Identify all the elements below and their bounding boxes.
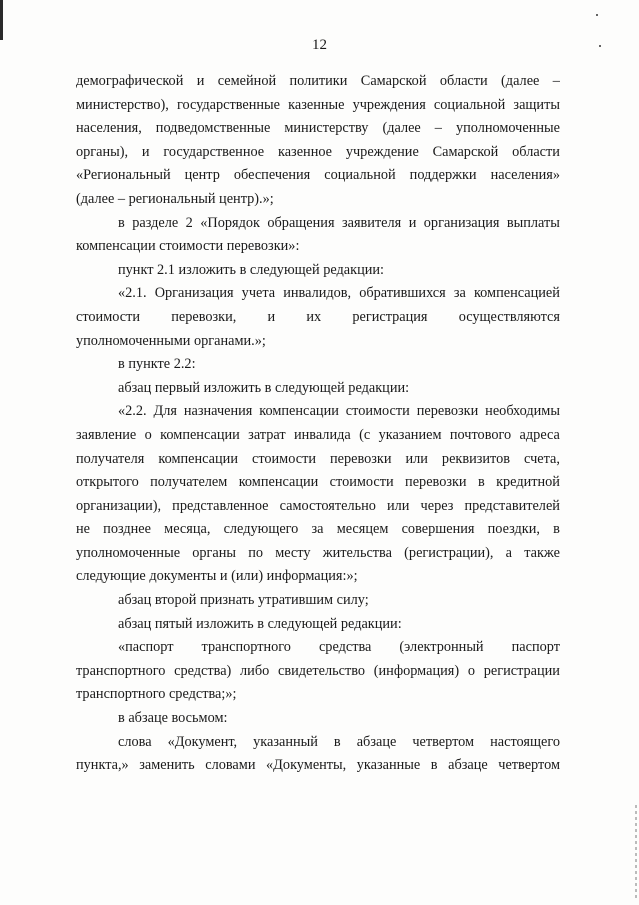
text-line xyxy=(76,164,560,188)
word: адреса xyxy=(519,426,560,443)
word: подведомственные xyxy=(155,120,271,137)
word: учреждение xyxy=(345,143,419,160)
word: позднее xyxy=(103,521,151,538)
word: заявителя xyxy=(341,214,402,231)
word: стоимости xyxy=(251,450,316,467)
text-line: транспортного средства;»; xyxy=(76,686,237,703)
word: компенсации xyxy=(259,403,339,420)
word: обратившихся xyxy=(359,285,446,302)
word: в xyxy=(333,733,341,750)
word: почтового xyxy=(449,426,512,443)
word: их xyxy=(306,308,322,325)
scan-edge-mark xyxy=(0,0,3,40)
word: «2.1. xyxy=(118,285,147,302)
word: месту xyxy=(275,544,311,561)
word: Самарской xyxy=(432,143,499,160)
word: учреждения xyxy=(352,96,426,113)
word: области xyxy=(439,73,488,89)
text-line: (далее – региональный центр).»; xyxy=(76,190,274,207)
word: не xyxy=(76,521,90,538)
word: «Региональный xyxy=(76,167,171,184)
word: в xyxy=(477,474,485,491)
text-line xyxy=(76,94,560,118)
document-body xyxy=(76,70,560,778)
word: социальной xyxy=(433,96,506,113)
word: уполномоченные xyxy=(76,544,181,561)
text-line: в абзаце восьмом: xyxy=(118,710,228,727)
word: затрат xyxy=(248,426,286,443)
word: стоимости xyxy=(345,403,410,420)
scan-edge-mark xyxy=(635,805,637,900)
word: «Документы, xyxy=(266,757,347,774)
word: слова xyxy=(118,733,152,750)
word: «Документ, xyxy=(167,733,238,750)
word: министерство), xyxy=(76,96,169,113)
word: (далее xyxy=(501,73,540,89)
word: совершения xyxy=(401,521,475,538)
word: регистрации xyxy=(483,662,560,679)
word: поддержки xyxy=(409,167,477,184)
word: счета, xyxy=(524,450,560,467)
word: и xyxy=(141,143,150,160)
text-line: уполномоченными органами.»; xyxy=(76,332,266,349)
word: инвалидов, xyxy=(283,285,352,302)
word: министерству xyxy=(284,120,369,137)
word: обращения xyxy=(267,214,335,231)
word: органы xyxy=(192,544,236,561)
word: за xyxy=(311,521,324,538)
word: или xyxy=(405,450,428,467)
word: перевозки, xyxy=(171,308,237,325)
word: компенсации xyxy=(238,474,319,491)
word: заявление xyxy=(76,426,137,443)
word: и xyxy=(267,308,276,325)
word: в xyxy=(553,521,560,538)
word: абзаце xyxy=(448,757,488,774)
text-line xyxy=(76,731,560,755)
text-line xyxy=(76,754,560,778)
word: в xyxy=(430,757,438,774)
word: паспорт xyxy=(511,639,560,656)
word: населения, xyxy=(76,120,142,137)
word: политики xyxy=(289,73,348,89)
word: органы), xyxy=(76,143,129,160)
text-line: пункт 2.1 изложить в следующей редакции: xyxy=(118,261,385,278)
text-line: абзац пятый изложить в следующей редакции: xyxy=(118,615,402,632)
word: а xyxy=(505,544,513,561)
word: о xyxy=(467,662,475,679)
text-line xyxy=(76,518,560,542)
word: выплаты xyxy=(506,214,560,231)
word: – xyxy=(552,73,560,89)
word: заменить xyxy=(139,757,195,774)
word: (далее xyxy=(382,120,421,137)
word: компенсации xyxy=(160,426,240,443)
text-line xyxy=(76,141,560,165)
word: свидетельство xyxy=(278,662,366,679)
word: осуществляются xyxy=(458,308,560,325)
word: государственное xyxy=(163,143,265,160)
text-line xyxy=(76,212,560,236)
word: следующего xyxy=(223,521,299,538)
word: о xyxy=(144,426,152,443)
word: защиты xyxy=(513,96,560,113)
word: компенсации xyxy=(158,450,238,467)
text-line xyxy=(76,636,560,660)
word: по xyxy=(248,544,263,561)
word: – xyxy=(434,120,442,137)
word: представленное xyxy=(172,497,269,514)
word: организации), xyxy=(76,497,162,514)
word: стоимости xyxy=(76,308,141,325)
word: семейной xyxy=(217,73,277,89)
word: жительства xyxy=(322,544,392,561)
word: Самарской xyxy=(360,73,427,89)
text-line xyxy=(76,282,560,306)
word: представителей xyxy=(464,497,560,514)
text-line xyxy=(76,471,560,495)
text-line: компенсации стоимости перевозки»: xyxy=(76,238,300,255)
page-number: 12 xyxy=(312,37,327,53)
text-line xyxy=(76,424,560,448)
word: социальной xyxy=(324,167,396,184)
word: месяца, xyxy=(164,521,211,538)
text-line xyxy=(76,495,560,519)
word: четвертом xyxy=(498,757,560,774)
word: инвалида xyxy=(293,426,351,443)
scan-speck xyxy=(596,14,598,16)
word: казенные xyxy=(288,96,345,113)
word: транспортного xyxy=(201,639,291,656)
word: получателем xyxy=(150,474,228,491)
word: получателя xyxy=(76,450,145,467)
word: словами xyxy=(205,757,256,774)
word: учета xyxy=(241,285,276,302)
word: центр xyxy=(184,167,220,184)
word: указанные xyxy=(356,757,421,774)
word: в xyxy=(118,214,125,231)
word: перевозки xyxy=(329,450,392,467)
word: пункта,» xyxy=(76,757,129,774)
word: реквизитов xyxy=(441,450,511,467)
word: самостоятельно xyxy=(279,497,376,514)
word: средства) xyxy=(174,662,232,679)
word: «2.2. xyxy=(118,403,147,420)
word: демографической xyxy=(76,73,184,89)
word: за xyxy=(453,285,466,302)
word: либо xyxy=(240,662,270,679)
word: (электронный xyxy=(399,639,484,656)
word: четвертом xyxy=(412,733,475,750)
word: «паспорт xyxy=(118,639,174,656)
word: казенное xyxy=(277,143,333,160)
word: открытого xyxy=(76,474,139,491)
word: месяцем xyxy=(336,521,389,538)
text-line xyxy=(76,306,560,330)
word: стоимости xyxy=(329,474,394,491)
text-line: абзац второй признать утратившим силу; xyxy=(118,592,369,609)
word: транспортного xyxy=(76,662,166,679)
word: (регистрации), xyxy=(404,544,494,561)
text-line xyxy=(76,117,560,141)
word: также xyxy=(524,544,560,561)
text-line: абзац первый изложить в следующей редакции: xyxy=(118,379,410,396)
word: поездки, xyxy=(487,521,540,538)
word: средства xyxy=(318,639,372,656)
word: указанный xyxy=(253,733,318,750)
word: назначения xyxy=(183,403,253,420)
word: государственные xyxy=(176,96,280,113)
word: перевозки xyxy=(405,474,467,491)
word: указанием xyxy=(378,426,442,443)
word: через xyxy=(420,497,454,514)
text-line: в пункте 2.2: xyxy=(118,356,196,373)
word: кредитной xyxy=(496,474,560,491)
word: или xyxy=(387,497,410,514)
word: обеспечения xyxy=(233,167,311,184)
word: необходимы xyxy=(485,403,560,420)
text-line xyxy=(76,400,560,424)
word: 2 xyxy=(185,214,193,231)
word: (информация) xyxy=(373,662,460,679)
word: (с xyxy=(359,426,371,443)
word: перевозки xyxy=(416,403,479,420)
word: регистрация xyxy=(352,308,428,325)
word: компенсацией xyxy=(473,285,560,302)
text-line xyxy=(76,542,560,566)
text-line xyxy=(76,448,560,472)
word: абзаце xyxy=(356,733,397,750)
word: и xyxy=(196,73,205,89)
word: области xyxy=(512,143,560,160)
text-line: следующие документы и (или) информация:»; xyxy=(76,568,358,585)
word: уполномоченные xyxy=(455,120,560,137)
word: «Порядок xyxy=(200,214,260,231)
word: и xyxy=(408,214,417,231)
word: Организация xyxy=(154,285,234,302)
text-line xyxy=(76,660,560,684)
word: Для xyxy=(153,403,177,420)
word: организация xyxy=(423,214,500,231)
word: населения» xyxy=(490,167,560,184)
word: настоящего xyxy=(490,733,560,750)
word: разделе xyxy=(132,214,179,231)
text-line xyxy=(76,70,560,94)
